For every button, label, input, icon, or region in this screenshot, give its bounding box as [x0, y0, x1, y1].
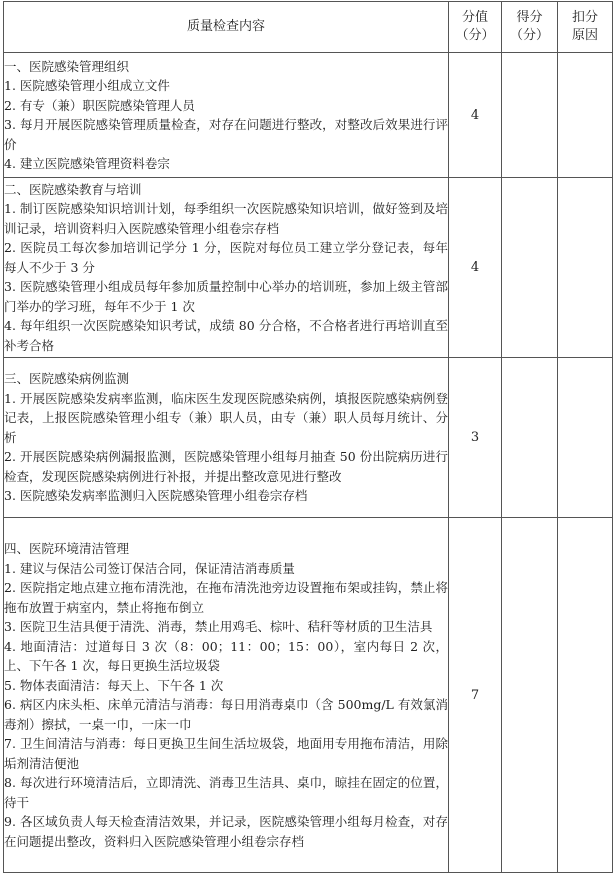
section-item: 8. 每次进行环境清洁后，立即清洗、消毒卫生洁具、桌巾，晾挂在固定的位置，待干 — [4, 775, 448, 810]
section-title: 四、医院环境清洁管理 — [4, 541, 130, 556]
section-item: 2. 有专（兼）职医院感染管理人员 — [4, 97, 195, 113]
section-item: 3. 医院感染管理小组成员每年参加质量控制中心举办的培训班，参加上级主管部门举办的学习班，每年不少于 1 次 — [4, 279, 448, 314]
section-item: 3. 医院感染发病率监测归入医院感染管理小组卷宗存档 — [4, 488, 308, 504]
quality-inspection-table — [3, 1, 613, 873]
section-row-2 — [4, 178, 613, 358]
section-item: 5. 物体表面清洁：每天上、下午各 1 次 — [4, 677, 224, 693]
section-item: 7. 卫生间清洁与消毒：每日更换卫生间生活垃圾袋，地面用专用拖布清洁，用除垢剂清洁便池 — [4, 736, 448, 771]
deduct-reason-cell — [558, 358, 613, 518]
section-row-4 — [4, 518, 613, 873]
section-content — [4, 53, 449, 178]
section-title: 二、医院感染教育与培训 — [4, 181, 142, 197]
got-score-cell — [502, 53, 558, 178]
section-item: 6. 病区内床头柜、床单元清洁与消毒：每日用消毒桌巾（含 500mg/L 有效氯消毒剂）擦拭，一桌一巾，一床一巾 — [4, 697, 448, 732]
got-score-cell — [502, 178, 558, 358]
section-title: 一、医院感染管理组织 — [4, 58, 130, 74]
section-item: 2. 开展医院感染病例漏报监测，医院感染管理小组每月抽查 50 份出院病历进行检查，发现医院感染病例进行补报，并提出整改意见进行整改 — [4, 449, 448, 484]
section-item: 2. 医院员工每次参加培训记学分 1 分，医院对每位员工建立学分登记表，每年每人不少于 3 分 — [4, 240, 448, 275]
section-item: 1. 开展医院感染发病率监测，临床医生发现医院感染病例，填报医院感染病例登记表，上报医院感染管理小组专（兼）职人员，由专（兼）职人员每月统计、分析 — [4, 390, 448, 445]
section-score: 3 — [449, 358, 502, 518]
section-item: 3. 医院卫生洁具便于清洗、消毒，禁止用鸡毛、棕叶、秸秆等材质的卫生洁具 — [4, 619, 433, 634]
got-score-cell — [502, 518, 558, 873]
section-item: 4. 建立医院感染管理资料卷宗 — [4, 156, 170, 171]
section-content — [4, 358, 449, 518]
section-content — [4, 178, 449, 358]
section-score: 4 — [449, 178, 502, 358]
deduct-reason-cell — [558, 53, 613, 178]
section-item: 1. 建议与保洁公司签订保洁合同，保证清洁消毒质量 — [4, 560, 295, 576]
deduct-reason-cell — [558, 178, 613, 358]
section-title: 三、医院感染病例监测 — [4, 371, 130, 387]
section-item: 1. 制订医院感染知识培训计划，每季组织一次医院感染知识培训，做好签到及培训记录，培训资料归入医院感染管理小组卷宗存档 — [4, 201, 448, 236]
section-score: 4 — [449, 53, 502, 178]
section-item: 4. 每年组织一次医院感染知识考试，成绩 80 分合格，不合格者进行再培训直至补考合格 — [4, 318, 448, 353]
section-content — [4, 518, 449, 873]
section-item: 1. 医院感染管理小组成立文件 — [4, 78, 170, 93]
section-item: 4. 地面清洁：过道每日 3 次（8：00；11：00；15：00），室内每日 2 次，上、下午各 1 次，每日更换生活垃圾袋 — [4, 638, 448, 673]
section-row-3 — [4, 358, 613, 518]
section-item: 9. 各区域负责人每天检查清洁效果，并记录，医院感染管理小组每月检查，对存在问题提出整改，资料归入医院感染管理小组卷宗存档 — [4, 814, 448, 849]
deduct-reason-cell — [558, 518, 613, 873]
header-score: 分值 （分） — [449, 2, 502, 53]
got-score-cell — [502, 358, 558, 518]
header-content: 质量检查内容 — [4, 2, 449, 53]
section-score: 7 — [449, 518, 502, 873]
header-got-score: 得分 （分） — [502, 2, 558, 53]
section-item: 2. 医院指定地点建立拖布清洗池，在拖布清洗池旁边设置拖布架或挂钩，禁止将拖布放置于病室内，禁止将拖布倒立 — [4, 580, 448, 615]
section-row-1 — [4, 53, 613, 178]
header-row — [4, 2, 613, 53]
header-deduct-reason: 扣分 原因 — [558, 2, 613, 53]
section-item: 3. 每月开展医院感染管理质量检查，对存在问题进行整改，对整改后效果进行评价 — [4, 117, 448, 152]
